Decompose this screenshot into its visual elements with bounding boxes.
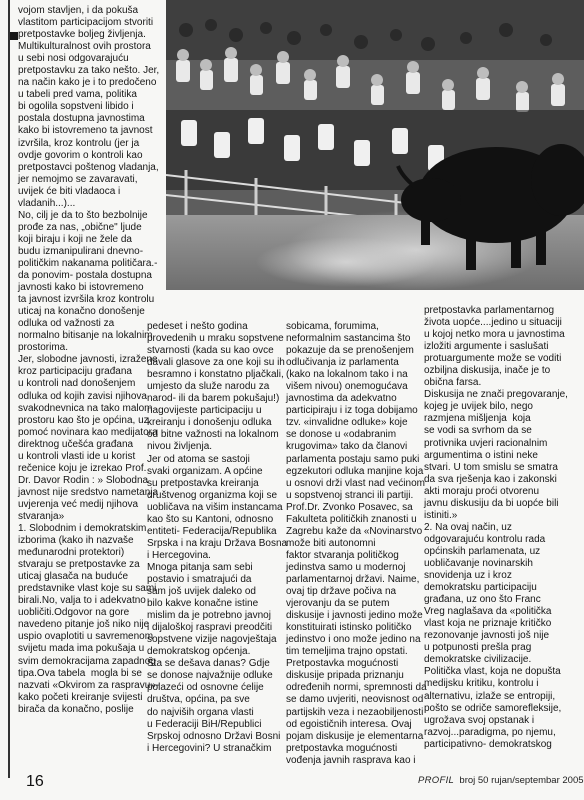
text-line: u kojoj netko mora u javnostima — [424, 329, 565, 341]
photo-illustration — [166, 0, 584, 290]
text-line: prostorima. — [18, 342, 69, 354]
text-line: pomoć novinara kao medijatora — [18, 426, 158, 438]
text-line: jer nemojmo se zavaravati, — [18, 173, 138, 185]
text-line: uspio ovaplotiti u savremenom — [18, 631, 154, 643]
text-line: Dr. Davor Rodin : » Slobodna — [18, 474, 149, 486]
text-line: vođenja javnih rasprava kao i — [286, 754, 416, 766]
text-line: participiraju i iz toga dobijamo — [286, 405, 418, 417]
text-line: svijetu mada ima pokušaja u — [18, 643, 145, 655]
text-line: kako početi kreiranje svijesti — [18, 691, 143, 703]
text-line: snovidenja uz i kroz — [424, 570, 512, 582]
text-line: 2. Na ovaj način, uz — [424, 521, 512, 533]
text-line: birali.No, valja to i adekvatno — [18, 595, 146, 607]
text-line: jedinstvo i ono može jedino na — [286, 634, 421, 646]
text-line: uobličavanje novinarskih — [424, 557, 533, 569]
text-line: političkim nakanama političara.- — [18, 257, 158, 269]
text-line: vojom stavljen, i da pokuša — [18, 5, 139, 16]
text-line: direktnog učešća građana — [18, 438, 134, 450]
text-line: u potpunosti prešla prag — [424, 642, 532, 654]
text-line: u kontroli vlasti ide u korist — [18, 450, 136, 462]
text-line: sam još uvijek daleko od — [147, 586, 256, 598]
text-line: i dijaloškoj raspravi preodčiti — [147, 622, 273, 634]
text-line: birača da konačno, poslije — [18, 703, 134, 715]
text-line: narod- ili da barem pokušaju!) — [147, 393, 280, 405]
text-line: ugrožava svoj opstanak i — [424, 714, 535, 726]
text-line: budu izmanipulirani dnevno- — [18, 245, 144, 257]
text-line: polazeći od osnovne ćelije — [147, 682, 264, 694]
text-line: određenih normi, spremnosti da — [286, 682, 427, 694]
text-line: demokratske civilizacije. — [424, 654, 532, 666]
text-line: od egoističnih interesa. Ovaj — [286, 718, 412, 730]
text-line: jedinstva samo u modernoj — [286, 561, 406, 573]
text-line: alternativu, izlaže se entropiji, — [424, 690, 556, 702]
text-line: Mnoga pitanja sam sebi — [147, 561, 253, 573]
text-column-4 — [424, 305, 584, 751]
text-line: Šta se dešava danas? Gdje — [147, 658, 270, 670]
text-line: umjesto da služe narodu za — [147, 381, 270, 393]
text-line: razvoj...paradigma, po njemu, — [424, 726, 556, 738]
text-line: u tabeli pred vama, politika — [18, 89, 137, 101]
text-line: koji biraju i koji ne žele da — [18, 233, 132, 245]
text-line: da sva rješenja kao i zakonski — [424, 473, 557, 485]
text-line: pokazuje da se prenošenjem — [286, 345, 414, 357]
text-line: građana, uz ono što Franc — [424, 594, 541, 606]
text-line: krugovima» tako da članovi — [286, 441, 408, 453]
text-line: predstavnike vlast koje su sami — [18, 583, 157, 595]
text-line: Politička vlast, koja ne dopušta — [424, 666, 561, 678]
text-line: postala dostupna javnostima — [18, 113, 145, 125]
text-line: prođe za nas, „obične" ljude — [18, 221, 142, 233]
text-line: Jer od atoma se sastoji — [147, 453, 250, 465]
text-column-1 — [18, 5, 166, 716]
text-line: nagovijeste participaciju u — [147, 405, 262, 417]
text-line: (kako na lokalnom tako i na — [286, 369, 408, 381]
bullet-mark — [10, 32, 18, 40]
text-line: uvjerenja već medij njihova — [18, 498, 139, 510]
text-line: stvaraju se pretpostavke za — [18, 559, 140, 571]
text-line: u sebi nosi odgovarajuću — [18, 53, 129, 65]
text-line: vladanih...)... — [18, 197, 76, 209]
text-line: navedeno pitanje još niko nije — [18, 619, 150, 631]
text-line: se vodi sa svrhom da se — [424, 425, 532, 437]
text-line: izložiti argumente i saslušati — [424, 341, 549, 353]
text-line: egzekutori odluka manjine koja — [286, 465, 424, 477]
text-line: svakodnevnica na tako malom — [18, 402, 153, 414]
text-line: participativno- demokratskog — [424, 738, 552, 750]
text-line: odlučivanja iz parlamenta — [286, 357, 399, 369]
text-line: i Hercegovini? U stranačkim — [147, 742, 272, 754]
text-line: argumentima o istini neke — [424, 449, 538, 461]
text-line: bilo kakve konačne istine — [147, 598, 259, 610]
text-line: uticaj glasača na buduće — [18, 571, 129, 583]
text-line: provedenih u mraku sopstvene — [147, 333, 284, 345]
text-line: su pretpostavka kreiranja — [147, 477, 259, 489]
text-line: parlamenta postaju samo puki — [286, 453, 420, 465]
text-line: istiniti.» — [424, 509, 458, 521]
text-line: u Federaciji BiH/Republici — [147, 718, 262, 730]
text-line: Srpskoj odnosno Državi Bosni — [147, 730, 281, 742]
text-line: protivnika uvjeri racionalnim — [424, 437, 548, 449]
text-line: pretpostavka mogućnosti — [286, 742, 398, 754]
text-line: pretpostavke boljeg življenja. — [18, 29, 146, 41]
text-line: uvijek će biti vladaoca i — [18, 185, 121, 197]
text-line: mislim da je potrebno javnoj — [147, 610, 271, 622]
text-line: besramno i konstatno pljačkali, — [147, 369, 284, 381]
text-line: javnu diskusiju da bi uopće bili — [424, 497, 559, 509]
text-line: bi ogolila sopstveni libido i — [18, 101, 134, 113]
text-line: izborima (kako ih nazvaše — [18, 535, 134, 547]
text-column-2 — [147, 321, 289, 755]
text-line: Prof.Dr. Zvonko Posavec, sa — [286, 501, 413, 513]
text-line: može biti autonomni — [286, 537, 376, 549]
text-line: općinskih parlamenata, uz — [424, 545, 541, 557]
text-line: kroz participaciju građana — [18, 366, 132, 378]
text-line: ovdje govorim o kontroli kao — [18, 149, 143, 161]
text-line: javnostima da adekvatno — [286, 393, 397, 405]
text-line: vlast koja ne priznaje kritičko — [424, 618, 552, 630]
text-line: od bitne važnosti na lokalnom — [147, 429, 279, 441]
text-line: protuargumente može se voditi — [424, 353, 562, 365]
text-line: tipa.Ova tabela mogla bi se — [18, 667, 142, 679]
text-line: vlastitom participacijom stvoriti — [18, 17, 154, 29]
text-line: uobličava na višim instancama — [147, 501, 283, 513]
text-line: uticaj na konačno donošenje — [18, 306, 145, 318]
text-line: javnost nije sredstvo nametanja — [18, 486, 159, 498]
text-column-3 — [286, 321, 427, 767]
text-line: razmjena mišljenja koja — [424, 413, 531, 425]
text-line: društva, općina, pa sve — [147, 694, 250, 706]
text-line: davali glasove za one koji su ih — [147, 357, 285, 369]
text-line: tim temeljima trajno opstati. — [286, 646, 408, 658]
text-line: Multikulturalnost ovih prostora — [18, 41, 151, 53]
text-line: javnosti kako bi istovremeno — [18, 282, 144, 294]
text-line: ta javnost izvršila kroz kontrolu — [18, 294, 155, 306]
text-line: ovaj tip države počiva na — [286, 586, 397, 598]
text-line: u sopstvenoj stranci ili partiji. — [286, 489, 414, 501]
text-line: postavio i smatrajući da — [147, 573, 252, 585]
text-line: kojeg je uvijek bilo, nego — [424, 401, 533, 413]
magazine-name: PROFIL — [418, 775, 455, 786]
text-line: rečenice koju je izrekao Prof. — [18, 462, 147, 474]
text-line: parlamentarnoj državi. Naime, — [286, 573, 420, 585]
text-line: 1. Slobodnim i demokratskim — [18, 523, 147, 535]
text-line: prostoru kao što je općina, uz — [18, 414, 149, 426]
text-line: demokratskog općenja. — [147, 646, 251, 658]
page-footer — [418, 775, 584, 786]
text-line: se donose u «odabranim — [286, 429, 397, 441]
text-line: faktor stvaranja političkog — [286, 549, 399, 561]
text-line: pošto se odriče samorefleksije, — [424, 702, 562, 714]
text-line: Pretpostavka mogućnosti — [286, 658, 399, 670]
text-line: Vreg naglašava da «politička — [424, 606, 552, 618]
text-line: nazvati «Okvirom za raspravu»- — [18, 679, 160, 691]
text-line: kao što su Kantoni, odnosno — [147, 513, 274, 525]
text-line: diskusije pripada priznanju — [286, 670, 404, 682]
text-line: izvršila, kroz kontrolu (jer ja — [18, 137, 140, 149]
text-line: rezonovanje javnosti još nije — [424, 630, 550, 642]
text-line: akti moraju proći otvorenu — [424, 485, 540, 497]
text-line: odgovarajuću kontrolu rada — [424, 533, 546, 545]
text-line: i Hercegovina. — [147, 549, 211, 561]
text-line: međunarodni protektori) — [18, 547, 125, 559]
text-line: diskusije i javnosti jedino može — [286, 610, 423, 622]
text-line: sobicama, forumima, — [286, 321, 379, 332]
text-line: odluka od kojih zavisi njihova — [18, 390, 147, 402]
text-line: entiteti- Federacija/Republika — [147, 525, 277, 537]
text-line: tzv. «invalidne odluke» koje — [286, 417, 408, 429]
text-line: života uopće....jedino u situaciji — [424, 317, 562, 329]
text-line: normalno bitisanje na lokalnim — [18, 330, 153, 342]
text-line: se donose najvažnije odluke — [147, 670, 273, 682]
text-line: u kontroli nad donošenjem — [18, 378, 136, 390]
text-line: neformalnim sastancima što — [286, 333, 411, 345]
text-line: stvari. U tom smislu se smatra — [424, 461, 558, 473]
text-line: No, cilj je da to što bezbolnije — [18, 209, 148, 221]
text-line: medijsku kritiku, kontrolu i — [424, 678, 539, 690]
bull-and-crowd-photo — [166, 0, 584, 290]
text-line: vjerovanju da se putem — [286, 598, 390, 610]
text-line: sopstvene vizije nagovještaja — [147, 634, 277, 646]
text-line: na način kako je i to predočeno — [18, 77, 157, 89]
text-line: partijskih veza i nezaobiljenosti — [286, 706, 424, 718]
text-line: uobličiti.Odgovor na gore — [18, 607, 130, 619]
text-line: društvenog organizma koji se — [147, 489, 278, 501]
text-line: da ponovim- postala dostupna — [18, 270, 152, 282]
text-line: Fakulteta političkih znanosti u — [286, 513, 417, 525]
text-line: pretpostavka parlamentarnog — [424, 305, 555, 316]
left-margin-rule — [8, 0, 10, 778]
text-line: nivou življenja. — [147, 441, 213, 453]
text-line: odluka od važnosti za — [18, 318, 115, 330]
text-line: stvaranja» — [18, 510, 65, 522]
text-line: se damo uvjeriti, neovisnost od — [286, 694, 424, 706]
text-line: Diskusija ne znači pregovaranje, — [424, 389, 568, 401]
text-line: višem nivou) onemogućava — [286, 381, 408, 393]
text-line: stvarnosti (kada su kao ovce — [147, 345, 274, 357]
page-number: 16 — [26, 773, 44, 790]
text-line: obična farsa. — [424, 377, 482, 389]
text-line: svaki organizam. A općine — [147, 465, 263, 477]
text-line: pedeset i nešto godina — [147, 321, 248, 332]
text-line: kako bi istovremeno ta javnost — [18, 125, 153, 137]
text-line: Srpska i na kraju Država Bosna — [147, 537, 288, 549]
text-line: kreiranju i donošenju odluka — [147, 417, 272, 429]
text-line: svim demokracijama zapadnog — [18, 655, 156, 667]
text-line: u osnovi drži vlast nad većinom — [286, 477, 425, 489]
text-line: do najviših organa vlasti — [147, 706, 254, 718]
text-line: pretpostavci poštenog vladanja, — [18, 161, 159, 173]
text-line: Jer, slobodne javnosti, izražene — [18, 354, 158, 366]
text-line: pojam diskusije je elementarna — [286, 730, 424, 742]
text-line: ozbiljna diskusija, inače je to — [424, 365, 551, 377]
text-line: konstituirati istinsko političko — [286, 622, 412, 634]
text-line: Zagrebu kaže da «Novinarstvo — [286, 525, 423, 537]
text-line: pretpostavku za tako nešto. Jer, — [18, 65, 160, 77]
text-line: demokratsku participaciju — [424, 582, 537, 594]
issue-info: broj 50 rujan/septembar 2005 — [459, 775, 584, 786]
